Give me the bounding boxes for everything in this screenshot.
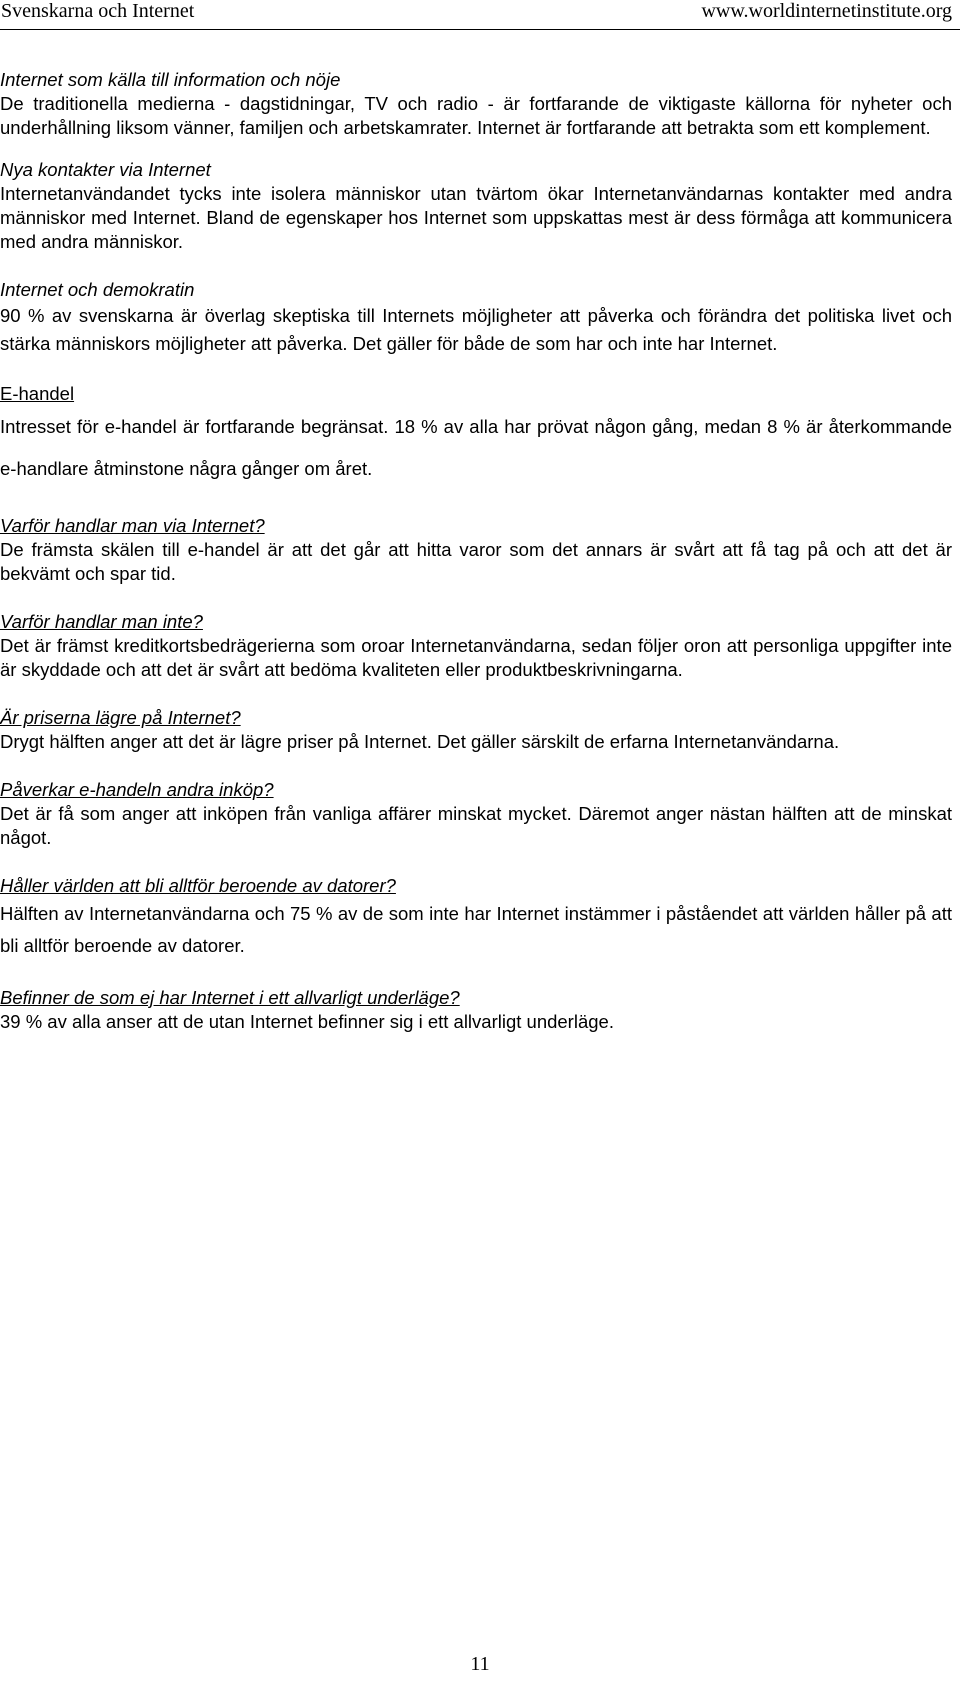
section-heading: Varför handlar man inte? (0, 611, 203, 632)
section-disadvantage (0, 986, 952, 1034)
section-information (0, 68, 952, 140)
section-ecommerce (0, 382, 952, 490)
section-contacts (0, 158, 952, 254)
page-header (0, 0, 960, 30)
page-number: 11 (470, 1653, 490, 1675)
section-body: Drygt hälften anger att det är lägre priser på Internet. Det gäller särskilt de erfarna Internetanvändarna. (0, 731, 840, 752)
section-body: 90 % av svenskarna är överlag skeptiska till Internets möjligheter att påverka och förändra det politiska livet och stärka människors möjligheter att påverka. Det gäller för både de som har och inte har Internet. (0, 305, 952, 354)
section-body: Internetanvändandet tycks inte isolera människor utan tvärtom ökar Internetanvändarnas kontakter med andra människor med Internet. Bland de egenskaper hos Internet som uppskattas mest är dess förmåga att kommunicera med andra människor. (0, 183, 952, 252)
section-why-not-shop (0, 610, 952, 682)
section-body: 39 % av alla anser att de utan Internet befinner sig i ett allvarligt underläge. (0, 1011, 614, 1032)
section-heading: E-handel (0, 383, 75, 404)
section-heading: Håller världen att bli alltför beroende av datorer? (0, 875, 396, 896)
section-body: Intresset för e-handel är fortfarande begränsat. 18 % av alla har prövat någon gång, medan 8 % är återkommande e-handlare åtminstone några gånger om året. (0, 416, 952, 479)
section-heading: Nya kontakter via Internet (0, 159, 211, 180)
section-body: Det är få som anger att inköpen från vanliga affärer minskat mycket. Däremot anger nästan hälften att de minskat något. (0, 803, 952, 848)
section-democracy (0, 278, 952, 358)
document-body (0, 68, 952, 1034)
section-heading: Befinner de som ej har Internet i ett allvarligt underläge? (0, 987, 460, 1008)
section-computer-dependence (0, 874, 952, 962)
section-heading: Är priserna lägre på Internet? (0, 707, 241, 728)
section-heading: Påverkar e-handeln andra inköp? (0, 779, 274, 800)
header-title: Svenskarna och Internet (1, 0, 195, 22)
section-heading: Internet och demokratin (0, 279, 195, 300)
section-heading: Varför handlar man via Internet? (0, 515, 265, 536)
section-heading: Internet som källa till information och nöje (0, 69, 341, 90)
section-body: Hälften av Internetanvändarna och 75 % av de som inte har Internet instämmer i påståendet att världen håller på att bli alltför beroende av datorer. (0, 903, 952, 956)
section-body: Det är främst kreditkortsbedrägerierna som oroar Internetanvändarna, sedan följer oron att personliga uppgifter inte är skyddade och att det är svårt att bedöma kvaliteten eller produktbeskrivningarna. (0, 635, 952, 680)
section-other-purchases (0, 778, 952, 850)
section-body: De traditionella medierna - dagstidningar, TV och radio - är fortfarande de viktigaste källorna för nyheter och underhållning liksom vänner, familjen och arbetskamrater. Internet är fortfarande att betrakta som ett komplement. (0, 93, 952, 138)
header-divider (0, 29, 960, 30)
header-url: www.worldinternetinstitute.org (701, 0, 952, 22)
section-body: De främsta skälen till e-handel är att det går att hitta varor som det annars är svårt att få tag på och att det är bekvämt och spar tid. (0, 539, 952, 584)
section-why-shop (0, 514, 952, 586)
section-prices (0, 706, 952, 754)
